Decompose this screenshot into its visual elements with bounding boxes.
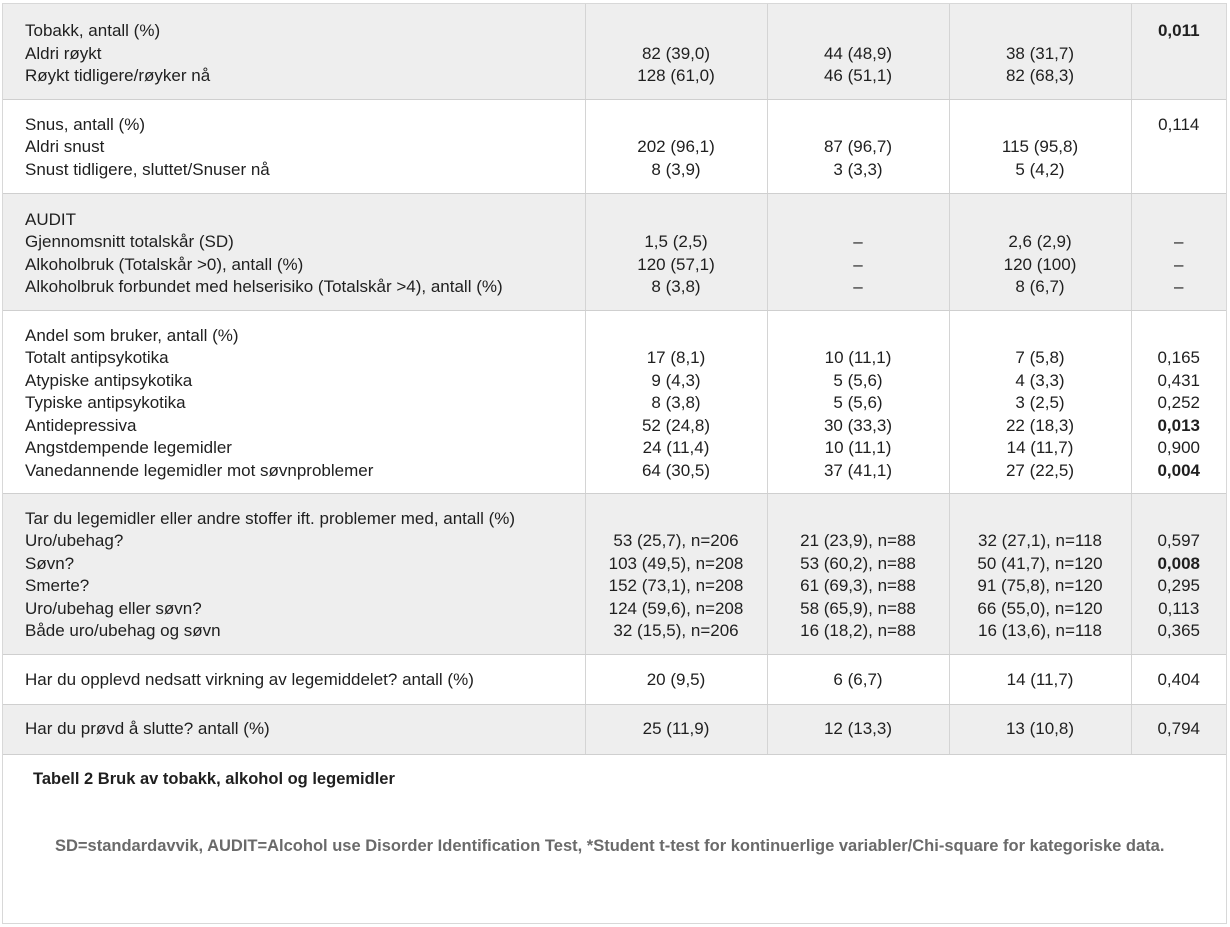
p-value — [1132, 136, 1227, 159]
cell-col3-line — [950, 325, 1131, 348]
cell-col2-line: 3 (3,3) — [833, 159, 883, 179]
row-label-line: Snust tidligere, sluttet/Snuser nå — [25, 159, 270, 179]
cell-col1-line: 103 (49,5), n=208 — [608, 553, 744, 573]
row-label-line: Antidepressiva — [25, 415, 137, 435]
cell-col3-line: 2,6 (2,9) — [1008, 232, 1072, 251]
cell-pvalue — [1131, 310, 1226, 493]
cell-col3 — [949, 493, 1131, 654]
cell-col3-line — [950, 20, 1131, 43]
table-caption: Tabell 2 Bruk av tobakk, alkohol og legemidler — [33, 770, 395, 788]
cell-col1-line: 1,5 (2,5) — [644, 232, 708, 251]
row-label-line: Snus, antall (%) — [25, 114, 145, 134]
p-value: 0,165 — [1157, 348, 1201, 367]
row-label — [3, 493, 585, 654]
cell-col2-line: 5 (5,6) — [833, 393, 883, 412]
cell-col1-line: 120 (57,1) — [637, 254, 715, 274]
row-label-line: Angstdempende legemidler — [25, 438, 232, 457]
p-value: 0,113 — [1158, 598, 1200, 618]
cell-col3-line: 32 (27,1), n=118 — [978, 531, 1102, 550]
cell-col1-line: 8 (3,9) — [651, 159, 701, 179]
cell-col1-line: 25 (11,9) — [642, 718, 710, 738]
p-value — [1132, 325, 1227, 348]
data-table — [3, 4, 1226, 755]
cell-col2-line: 53 (60,2), n=88 — [800, 553, 916, 573]
row-label-line: Har du prøvd å slutte? antall (%) — [25, 718, 270, 738]
cell-col2 — [767, 493, 949, 654]
cell-col2-line: 21 (23,9), n=88 — [800, 531, 916, 550]
cell-col2-line — [768, 20, 949, 43]
cell-col1-line: 8 (3,8) — [651, 277, 701, 296]
cell-col2-line: 58 (65,9), n=88 — [800, 598, 916, 618]
cell-col3-line: 82 (68,3) — [1005, 66, 1075, 85]
row-label-line: Aldri røykt — [25, 43, 102, 63]
p-value — [1132, 209, 1227, 232]
cell-pvalue — [1131, 99, 1226, 193]
row-label — [3, 193, 585, 310]
cell-pvalue — [1131, 4, 1226, 99]
cell-col2-line — [768, 508, 949, 531]
table-row-tar — [3, 493, 1226, 654]
p-value: 0,431 — [1157, 370, 1201, 390]
row-label-line: Alkoholbruk forbundet med helserisiko (Totalskår >4), antall (%) — [25, 277, 503, 296]
p-value: 0,011 — [1157, 21, 1200, 40]
cell-col3-line: 16 (13,6), n=118 — [978, 621, 1102, 640]
row-label-line: Gjennomsnitt totalskår (SD) — [25, 232, 234, 251]
cell-col1 — [585, 193, 767, 310]
row-label-line: Totalt antipsykotika — [25, 348, 169, 367]
cell-col3-line: 22 (18,3) — [1005, 415, 1075, 435]
cell-col3-line: 3 (2,5) — [1015, 393, 1065, 412]
cell-col2-line: 6 (6,7) — [833, 669, 883, 689]
cell-col3-line: 13 (10,8) — [1005, 718, 1075, 738]
cell-col1 — [585, 704, 767, 754]
p-value: 0,365 — [1157, 621, 1201, 640]
cell-col3-line: 14 (11,7) — [1006, 438, 1074, 457]
cell-col2-line: 12 (13,3) — [823, 718, 893, 738]
table-row-audit — [3, 193, 1226, 310]
cell-col3-line — [950, 114, 1131, 137]
p-value: – — [1174, 277, 1184, 296]
p-value: 0,404 — [1157, 669, 1201, 689]
cell-col2-line: 61 (69,3), n=88 — [800, 576, 916, 595]
cell-col3-line — [950, 508, 1131, 531]
row-label-line: Uro/ubehag? — [25, 531, 124, 550]
cell-pvalue — [1131, 654, 1226, 704]
cell-col2-line: 10 (11,1) — [824, 348, 892, 367]
cell-col1 — [585, 493, 767, 654]
cell-col1 — [585, 4, 767, 99]
cell-col3-line: 115 (95,8) — [1001, 137, 1079, 156]
p-value: 0,114 — [1158, 114, 1200, 134]
p-value: 0,900 — [1157, 438, 1201, 457]
cell-col2 — [767, 654, 949, 704]
p-value — [1132, 159, 1227, 182]
cell-col1-line: 9 (4,3) — [651, 370, 701, 390]
cell-col3-line: 66 (55,0), n=120 — [977, 598, 1103, 618]
cell-col2-line — [768, 325, 949, 348]
cell-col3-line: 5 (4,2) — [1015, 159, 1065, 179]
cell-col1-line: 17 (8,1) — [646, 348, 706, 367]
cell-col1-line: 53 (25,7), n=206 — [613, 531, 739, 550]
cell-col1-line: 8 (3,8) — [651, 393, 701, 412]
cell-col2-line: 44 (48,9) — [823, 43, 893, 63]
cell-col2 — [767, 310, 949, 493]
p-value: 0,295 — [1157, 576, 1201, 595]
cell-col1-line — [586, 325, 767, 348]
cell-col1-line: 52 (24,8) — [641, 415, 711, 435]
row-label — [3, 704, 585, 754]
cell-col1-line: 64 (30,5) — [641, 460, 711, 480]
row-label — [3, 654, 585, 704]
cell-col3 — [949, 193, 1131, 310]
row-label-line: Røykt tidligere/røyker nå — [25, 66, 211, 85]
p-value — [1132, 508, 1227, 531]
row-label — [3, 310, 585, 493]
cell-col3-line: 120 (100) — [1003, 254, 1077, 274]
cell-col3 — [949, 99, 1131, 193]
cell-col2-line: – — [853, 232, 863, 251]
row-label-line: Smerte? — [25, 576, 90, 595]
cell-col2-line: 10 (11,1) — [824, 438, 892, 457]
cell-col1-line — [586, 508, 767, 531]
cell-col2-line: – — [853, 277, 863, 296]
p-value: 0,004 — [1157, 460, 1201, 480]
cell-col3-line — [950, 209, 1131, 232]
cell-col1 — [585, 654, 767, 704]
cell-pvalue — [1131, 493, 1226, 654]
cell-col2-line: 30 (33,3) — [823, 415, 893, 435]
row-label-line: Vanedannende legemidler mot søvnproblemer — [25, 460, 374, 480]
cell-col2-line: 87 (96,7) — [823, 137, 893, 156]
cell-col2-line — [768, 114, 949, 137]
row-label-line: Tobakk, antall (%) — [25, 21, 161, 40]
cell-col3-line: 50 (41,7), n=120 — [977, 553, 1103, 573]
cell-col2-line: 16 (18,2), n=88 — [800, 621, 916, 640]
table-row-tobakk — [3, 4, 1226, 99]
cell-col1 — [585, 310, 767, 493]
cell-pvalue — [1131, 193, 1226, 310]
cell-col1-line: 128 (61,0) — [637, 66, 715, 85]
table-row-andel — [3, 310, 1226, 493]
cell-col1-line — [586, 20, 767, 43]
row-label-line: AUDIT — [25, 209, 76, 229]
cell-col1 — [585, 99, 767, 193]
row-label-line: Har du opplevd nedsatt virkning av legemiddelet? antall (%) — [25, 669, 474, 689]
cell-col1-line: 32 (15,5), n=206 — [613, 621, 739, 640]
cell-col3-line: 27 (22,5) — [1005, 460, 1075, 480]
cell-col3 — [949, 654, 1131, 704]
row-label-line: Tar du legemidler eller andre stoffer ift. problemer med, antall (%) — [25, 508, 516, 528]
cell-col3 — [949, 310, 1131, 493]
cell-col3 — [949, 704, 1131, 754]
p-value: 0,794 — [1157, 718, 1201, 738]
cell-col2-line — [768, 209, 949, 232]
table-row-nedsatt — [3, 654, 1226, 704]
cell-col2 — [767, 193, 949, 310]
table-row-slutte — [3, 704, 1226, 754]
cell-col2 — [767, 4, 949, 99]
cell-col1-line — [586, 114, 767, 137]
table-footnote: SD=standardavvik, AUDIT=Alcohol use Disorder Identification Test, *Student t-test for kontinuerlige variabler/Chi-square for kategoriske data. — [55, 837, 1165, 855]
cell-col2-line: – — [853, 254, 863, 274]
p-value: 0,008 — [1157, 553, 1201, 573]
cell-col1-line: 20 (9,5) — [646, 669, 706, 689]
cell-col2-line: 46 (51,1) — [823, 66, 893, 85]
p-value — [1132, 65, 1227, 88]
p-value: 0,597 — [1157, 531, 1201, 550]
cell-col3-line: 14 (11,7) — [1006, 669, 1074, 689]
p-value: – — [1174, 232, 1184, 251]
row-label-line: Uro/ubehag eller søvn? — [25, 598, 202, 618]
cell-col2 — [767, 704, 949, 754]
cell-col3-line: 7 (5,8) — [1015, 348, 1065, 367]
cell-col1-line: 202 (96,1) — [637, 137, 715, 156]
cell-col1-line: 24 (11,4) — [642, 438, 710, 457]
row-label-line: Typiske antipsykotika — [25, 393, 186, 412]
cell-col3 — [949, 4, 1131, 99]
row-label-line: Aldri snust — [25, 137, 105, 156]
table-row-snus — [3, 99, 1226, 193]
cell-col3-line: 91 (75,8), n=120 — [977, 576, 1103, 595]
row-label-line: Atypiske antipsykotika — [25, 370, 193, 390]
cell-col2-line: 37 (41,1) — [823, 460, 893, 480]
cell-col1-line — [586, 209, 767, 232]
cell-col3-line: 38 (31,7) — [1005, 43, 1075, 63]
cell-col2 — [767, 99, 949, 193]
p-value: 0,252 — [1157, 393, 1201, 412]
cell-col1-line: 152 (73,1), n=208 — [608, 576, 744, 595]
row-label-line: Alkoholbruk (Totalskår >0), antall (%) — [25, 254, 304, 274]
cell-pvalue — [1131, 704, 1226, 754]
p-value — [1132, 43, 1227, 66]
row-label-line: Andel som bruker, antall (%) — [25, 325, 239, 345]
cell-col1-line: 82 (39,0) — [641, 43, 711, 63]
row-label-line: Både uro/ubehag og søvn — [25, 621, 221, 640]
cell-col1-line: 124 (59,6), n=208 — [608, 598, 744, 618]
cell-col2-line: 5 (5,6) — [833, 370, 883, 390]
cell-col3-line: 4 (3,3) — [1015, 370, 1065, 390]
p-value: – — [1174, 254, 1184, 274]
cell-col3-line: 8 (6,7) — [1015, 277, 1065, 296]
row-label — [3, 4, 585, 99]
row-label-line: Søvn? — [25, 553, 75, 573]
row-label — [3, 99, 585, 193]
p-value: 0,013 — [1157, 415, 1201, 435]
